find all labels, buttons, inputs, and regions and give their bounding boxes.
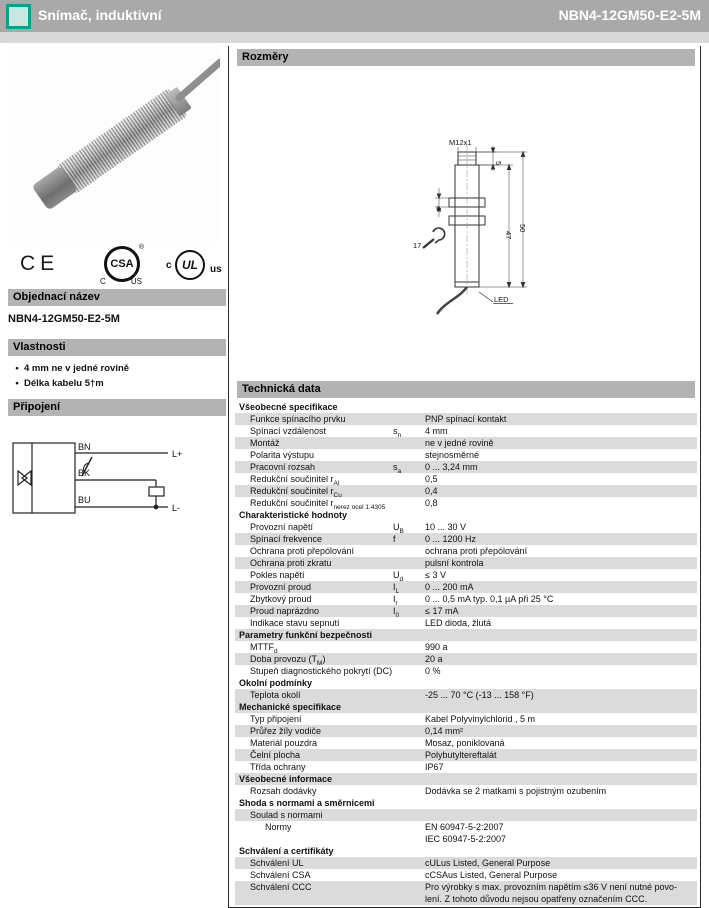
row-symbol <box>393 449 425 461</box>
wire-label-bn: BN <box>78 442 91 452</box>
row-value <box>425 401 697 413</box>
row-symbol <box>393 677 425 689</box>
content-panel <box>228 46 701 908</box>
row-label: Parametry funkční bezpečnosti <box>239 630 373 640</box>
row-value: 0,4 <box>425 486 438 496</box>
row-value: 0 ... 200 mA <box>425 582 474 592</box>
row-label: Okolní podmínky <box>239 678 313 688</box>
row-symbol <box>393 857 425 869</box>
sensor-nose-image <box>31 165 78 210</box>
row-value: PNP spínací kontakt <box>425 414 507 424</box>
feature-item <box>10 378 129 389</box>
row-label: Redukční součinitel $r_{nerez ocel 1.4305}$ <box>250 498 386 511</box>
row-value: EN 60947-5-2:2007 IEC 60947-5-2:2007 <box>425 822 507 844</box>
row-value <box>425 701 697 713</box>
row-label: Provozní napětí <box>250 522 314 532</box>
table-section-row <box>235 701 697 713</box>
row-symbol <box>393 713 425 725</box>
row-label: Typ připojení <box>250 714 302 724</box>
table-row <box>235 521 697 533</box>
table-row <box>235 641 697 653</box>
row-symbol <box>393 869 425 881</box>
row-label: Schválení UL <box>250 858 304 868</box>
table-row <box>235 533 697 545</box>
connection-diagram <box>8 425 220 529</box>
feature-text: 4 mm ne v jedné rovině <box>24 363 130 374</box>
row-label: Provozní proud <box>250 582 312 592</box>
table-row <box>235 869 697 881</box>
row-label: Soulad s normami <box>250 810 323 820</box>
dim-label-17: 17 <box>413 241 422 250</box>
row-value <box>425 809 697 821</box>
row-value: cCSAus Listed, General Purpose <box>425 870 558 880</box>
section-header-connection: Připojení <box>8 399 226 416</box>
row-label: $MTTF_d$ <box>250 642 278 655</box>
row-symbol <box>393 689 425 701</box>
row-symbol <box>393 845 425 857</box>
row-symbol <box>393 773 425 785</box>
row-value: IP67 <box>425 762 444 772</box>
row-label: Funkce spínacího prvku <box>250 414 346 424</box>
row-symbol <box>393 413 425 425</box>
row-value: ochrana proti přepólování <box>425 546 528 556</box>
dim-label-47: 47 <box>504 231 513 240</box>
row-value: cULus Listed, General Purpose <box>425 858 551 868</box>
wire-label-bu: BU <box>78 495 91 505</box>
top-header-bar <box>0 0 709 32</box>
table-row <box>235 545 697 557</box>
row-symbol <box>393 761 425 773</box>
table-row <box>235 485 697 497</box>
row-value: LED dioda, žlutá <box>425 618 492 628</box>
row-label: Čelní plocha <box>250 750 301 760</box>
row-symbol <box>393 497 425 509</box>
row-symbol <box>393 617 425 629</box>
row-symbol <box>393 437 425 449</box>
row-label: Všeobecné specifikace <box>239 402 338 412</box>
row-symbol <box>393 785 425 797</box>
row-label: Materiál pouzdra <box>250 738 318 748</box>
table-row <box>235 821 697 845</box>
terminal-label-lplus: L+ <box>172 449 183 459</box>
header-divider-strip <box>0 32 709 43</box>
table-row <box>235 425 697 437</box>
row-value: 0,8 <box>425 498 438 508</box>
dim-label-5: 5 <box>494 161 503 166</box>
row-label: Stupeň diagnostického pokrytí (DC) <box>250 666 393 676</box>
wire-label-bk: BK <box>78 468 91 478</box>
dim-label-50: 50 <box>518 224 527 233</box>
row-label: Schválení CSA <box>250 870 311 880</box>
table-row <box>235 653 697 665</box>
row-value: -25 ... 70 °C (-13 ... 158 °F) <box>425 690 534 700</box>
table-row <box>235 713 697 725</box>
row-value <box>425 845 697 857</box>
row-label: Polarita výstupu <box>250 450 315 460</box>
row-label: Redukční součinitel $r_{Cu}$ <box>250 486 342 499</box>
table-section-row <box>235 401 697 413</box>
row-label: Proud naprázdno <box>250 606 320 616</box>
table-row <box>235 413 697 425</box>
row-value: 0 ... 3,24 mm <box>425 462 478 472</box>
row-label: Indikace stavu sepnutí <box>250 618 340 628</box>
row-symbol: $U_d$ <box>393 570 404 583</box>
table-row <box>235 461 697 473</box>
table-row <box>235 473 697 485</box>
row-symbol <box>393 473 425 485</box>
section-header-dimensions: Rozměry <box>237 49 695 66</box>
dim-label-led: LED <box>494 295 509 304</box>
row-label: Montáž <box>250 438 280 448</box>
table-row <box>235 449 697 461</box>
row-value <box>425 629 697 641</box>
row-label: Mechanické specifikace <box>239 702 342 712</box>
table-row <box>235 497 697 509</box>
row-value: 0,5 <box>425 474 438 484</box>
ul-mark: UL <box>175 250 205 280</box>
csa-mark: CSA <box>104 246 140 282</box>
row-symbol: $I_L$ <box>393 582 400 595</box>
table-section-row <box>235 797 697 809</box>
row-value <box>425 509 697 521</box>
row-value: Polybutyltereftalát <box>425 750 497 760</box>
row-label: Schválení a certifikáty <box>239 846 334 856</box>
table-row <box>235 605 697 617</box>
row-value: 4 mm <box>425 426 448 436</box>
ul-c-label: c <box>166 260 172 271</box>
row-label: Ochrana proti přepólování <box>250 546 355 556</box>
row-symbol <box>393 797 425 809</box>
row-symbol: $s_a$ <box>393 462 402 475</box>
table-section-row <box>235 845 697 857</box>
row-label: Pokles napětí <box>250 570 305 580</box>
row-symbol: $I_0$ <box>393 606 400 619</box>
table-row <box>235 737 697 749</box>
table-row <box>235 725 697 737</box>
bullet-icon: • <box>15 378 19 389</box>
row-symbol <box>393 809 425 821</box>
row-symbol <box>393 641 425 653</box>
row-value: Pro výrobky s max. provozním napětím ≤36 V není nutné povo- lení. Z tohoto důvodu nejsou opatřeny označením CCC. <box>425 882 678 904</box>
row-label: Rozsah dodávky <box>250 786 317 796</box>
row-value: ne v jedné rovině <box>425 438 494 448</box>
sensor-barrel-image <box>57 88 188 194</box>
feature-item <box>10 363 129 374</box>
row-label: Ochrana proti zkratu <box>250 558 332 568</box>
table-row <box>235 881 697 905</box>
row-symbol: $I_r$ <box>393 594 398 607</box>
row-label: Spínací frekvence <box>250 534 323 544</box>
table-row <box>235 785 697 797</box>
section-header-ordering: Objednací název <box>8 289 226 306</box>
row-symbol <box>393 485 425 497</box>
row-value: 0 % <box>425 666 441 676</box>
row-symbol <box>393 737 425 749</box>
csa-us-label: US <box>130 277 142 286</box>
terminal-label-lminus: L- <box>172 503 181 513</box>
table-section-row <box>235 677 697 689</box>
csa-registered-symbol: ® <box>138 244 144 251</box>
table-row <box>235 857 697 869</box>
table-row <box>235 557 697 569</box>
table-section-row <box>235 773 697 785</box>
feature-list <box>10 363 129 393</box>
sensor-cable-image <box>174 57 220 103</box>
table-row <box>235 689 697 701</box>
section-header-features: Vlastnosti <box>8 339 226 356</box>
row-symbol <box>393 509 425 521</box>
row-value: ≤ 17 mA <box>425 606 459 616</box>
row-label: Normy <box>265 822 292 832</box>
row-value <box>425 773 697 785</box>
document-title: Snímač, induktivní <box>38 7 162 23</box>
table-row <box>235 617 697 629</box>
product-number-header: NBN4-12GM50-E2-5M <box>558 7 701 23</box>
table-section-row <box>235 629 697 641</box>
row-value <box>425 797 697 809</box>
row-symbol <box>393 725 425 737</box>
row-value: pulsní kontrola <box>425 558 484 568</box>
row-value: 0 ... 1200 Hz <box>425 534 477 544</box>
row-symbol <box>393 401 425 413</box>
dimension-drawing <box>397 136 567 322</box>
row-label: Spínací vzdálenost <box>250 426 327 436</box>
row-value: 0,14 mm² <box>425 726 464 736</box>
row-value: 0 ... 0,5 mA typ. 0,1 µA při 25 °C <box>425 594 554 604</box>
brand-logo <box>6 4 31 29</box>
row-label: Redukční součinitel $r_{Al}$ <box>250 474 340 487</box>
row-label: Shoda s normami a směrnicemi <box>239 798 375 808</box>
row-value: Dodávka se 2 matkami s pojistným ozubením <box>425 786 607 796</box>
feature-text: Délka kabelu 5†m <box>24 378 104 389</box>
bullet-icon: • <box>15 363 19 374</box>
row-symbol <box>393 653 425 665</box>
row-symbol <box>393 701 425 713</box>
row-value: 10 ... 30 V <box>425 522 467 532</box>
row-value: Mosaz, poniklovaná <box>425 738 505 748</box>
table-row <box>235 809 697 821</box>
ce-logo: CE <box>20 252 60 275</box>
product-photo <box>8 46 220 242</box>
row-label: Doba provozu $(T_M)$ <box>250 654 326 667</box>
row-label: Průřez žíly vodiče <box>250 726 322 736</box>
row-symbol <box>393 665 425 677</box>
row-symbol: f <box>393 534 396 544</box>
row-value: ≤ 3 V <box>425 570 446 580</box>
table-row <box>235 665 697 677</box>
section-header-technical-data: Technická data <box>237 381 695 398</box>
row-label: Všeobecné informace <box>239 774 333 784</box>
table-row <box>235 593 697 605</box>
row-label: Zbytkový proud <box>250 594 312 604</box>
dim-label-4: 4 <box>434 206 443 211</box>
row-symbol <box>393 749 425 761</box>
csa-logo <box>100 244 144 286</box>
row-value: 990 a <box>425 642 448 652</box>
row-label: Pracovní rozsah <box>250 462 316 472</box>
row-symbol <box>393 629 425 641</box>
row-symbol: $s_n$ <box>393 426 402 439</box>
table-row <box>235 437 697 449</box>
row-label: Charakteristické hodnoty <box>239 510 348 520</box>
table-row <box>235 749 697 761</box>
ul-logo <box>166 248 224 284</box>
row-value: Kabel Polyvinylchlorid , 5 m <box>425 714 536 724</box>
row-symbol <box>393 821 425 845</box>
dim-label-thread: M12x1 <box>449 138 472 147</box>
table-section-row <box>235 509 697 521</box>
row-symbol <box>393 545 425 557</box>
table-row <box>235 569 697 581</box>
row-value <box>425 677 697 689</box>
tech-table <box>235 401 697 905</box>
product-code: NBN4-12GM50-E2-5M <box>8 313 120 325</box>
row-label: Schválení CCC <box>250 882 312 892</box>
left-column <box>8 46 226 908</box>
row-label: Teplota okolí <box>250 690 301 700</box>
wrench-icon <box>423 239 434 248</box>
row-label: Třída ochrany <box>250 762 306 772</box>
row-value: 20 a <box>425 654 443 664</box>
certification-logos <box>8 244 226 286</box>
table-row <box>235 761 697 773</box>
ul-us-label: us <box>210 264 222 275</box>
row-value: stejnosměrné <box>425 450 480 460</box>
row-symbol <box>393 557 425 569</box>
table-row <box>235 581 697 593</box>
row-symbol <box>393 881 425 905</box>
csa-c-label: C <box>100 277 106 286</box>
row-symbol: $U_B$ <box>393 522 404 535</box>
